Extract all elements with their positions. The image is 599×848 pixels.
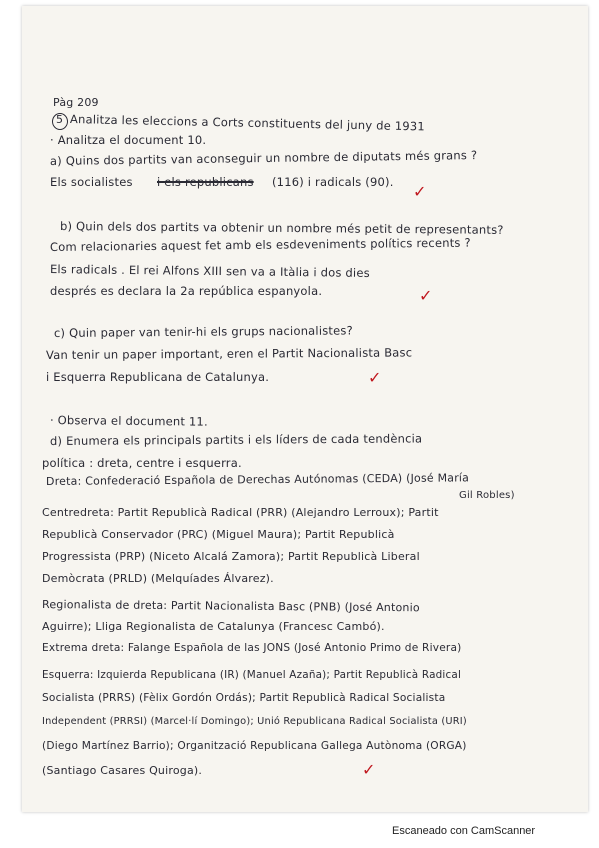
check-mark: ✓ (413, 182, 427, 201)
answer-a-crossed-out: i els republicans (157, 175, 254, 189)
answer-a-part2: (116) i radicals (90). (272, 175, 394, 189)
question-b: b) Quin dels dos partits va obtenir un nombre més petit de representants? (59, 219, 504, 237)
answer-centredreta-line3: Progressista (PRP) (Niceto Alcalá Zamora); Partit Republicà Liberal (42, 550, 420, 563)
answer-dreta-leader-continued: Gil Robles) (459, 490, 515, 501)
question-d-continued: política : dreta, centre i esquerra. (42, 456, 242, 470)
answer-a-part1: Els socialistes (50, 175, 133, 189)
exercise-title: Analitza les eleccions a Corts constituents del juny de 1931 (69, 112, 426, 134)
check-mark: ✓ (368, 368, 382, 387)
question-number: 5 (56, 113, 64, 126)
answer-dreta: Dreta: Confederació Española de Derechas Autónomas (CEDA) (José María (45, 471, 470, 488)
answer-esquerra-line3: Independent (PRRSI) (Marcel·lí Domingo); Unió Republicana Radical Socialista (URI) (42, 716, 467, 727)
answer-esquerra-line1: Esquerra: Izquierda Republicana (IR) (Manuel Azaña); Partit Republicà Radical (42, 669, 462, 681)
answer-b-line1: Els radicals . El rei Alfons XIII sen va a Itàlia i dos dies (49, 262, 370, 280)
answer-extrema-dreta: Extrema dreta: Falange Española de las JONS (José Antonio Primo de Rivera) (42, 642, 462, 654)
question-a: a) Quins dos partits van aconseguir un nombre de diputats més grans ? (49, 148, 478, 168)
answer-c-line1: Van tenir un paper important, eren el Partit Nacionalista Basc (45, 345, 413, 362)
answer-regionalista-line1: Regionalista de dreta: Partit Nacionalista Basc (PNB) (José Antonio (41, 598, 420, 615)
instruction-document-11: · Observa el document 11. (49, 413, 208, 429)
answer-b-line2: després es declara la 2a república espanyola. (50, 284, 323, 298)
scanned-page (22, 6, 588, 812)
check-mark: ✓ (419, 286, 433, 305)
scanner-watermark: Escaneado con CamScanner (392, 825, 536, 837)
question-c: c) Quin paper van tenir-hi els grups nacionalistes? (53, 323, 353, 340)
answer-centredreta-line2: Republicà Conservador (PRC) (Miguel Maura); Partit Republicà (42, 528, 395, 541)
check-mark: ✓ (362, 760, 376, 779)
page-reference: Pàg 209 (53, 96, 99, 109)
answer-esquerra-line5: (Santiago Casares Quiroga). (42, 764, 203, 777)
answer-centredreta-line4: Demòcrata (PRLD) (Melquíades Álvarez). (42, 572, 274, 585)
answer-c-line2: i Esquerra Republicana de Catalunya. (46, 370, 270, 384)
question-d: d) Enumera els principals partits i els líders de cada tendència (49, 431, 423, 448)
answer-regionalista-line2: Aguirre); Lliga Regionalista de Catalunya (Francesc Cambó). (42, 620, 385, 633)
answer-esquerra-line4: (Diego Martínez Barrio); Organització Republicana Gallega Autònoma (ORGA) (42, 740, 467, 752)
question-b-continued: Com relacionaries aquest fet amb els esdeveniments polítics recents ? (49, 235, 471, 254)
instruction-document-10: · Analitza el document 10. (50, 133, 207, 147)
answer-centredreta-line1: Centredreta: Partit Republicà Radical (PRR) (Alejandro Lerroux); Partit (42, 506, 439, 519)
answer-esquerra-line2: Socialista (PRRS) (Fèlix Gordón Ordás); Partit Republicà Radical Socialista (42, 692, 446, 704)
